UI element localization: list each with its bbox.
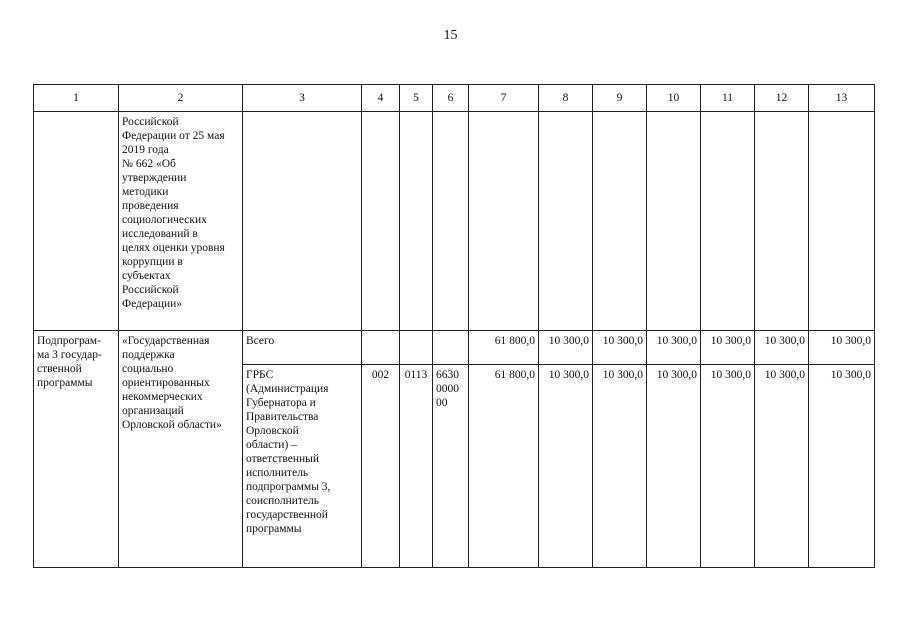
- header-row: [34, 85, 875, 112]
- table-cell: [362, 331, 400, 365]
- amount-cell: 61 800,0: [469, 365, 539, 568]
- amount-cell: 10 300,0: [647, 365, 701, 568]
- table-cell: [809, 112, 875, 331]
- header-cell: 9: [593, 85, 647, 112]
- table-cell: [243, 112, 362, 331]
- header-cell: 6: [433, 85, 469, 112]
- table-cell: [469, 112, 539, 331]
- header-cell: 11: [701, 85, 755, 112]
- legal-basis-cell: Российской Федерации от 25 мая 2019 года № 662 «Об утверждении методики проведения социологических исследований в целях оценки уровня коррупции в субъектах Российской Федерации»: [119, 112, 243, 331]
- table-cell: [433, 112, 469, 331]
- responsible-cell: ГРБС (Администрация Губернатора и Правительства Орловской области) – ответственный исполнитель подпрограммы 3, соисполнитель государственной программы: [243, 365, 362, 568]
- amount-cell: 10 300,0: [809, 365, 875, 568]
- table-cell: [433, 331, 469, 365]
- header-cell: 12: [755, 85, 809, 112]
- code-cell: 6630 0000 00: [433, 365, 469, 568]
- table-cell: [400, 331, 433, 365]
- amount-cell: 10 300,0: [593, 365, 647, 568]
- table-row-total: [34, 331, 875, 365]
- page-number: 15: [443, 28, 458, 43]
- amount-cell: 10 300,0: [809, 331, 875, 365]
- header-cell: 8: [539, 85, 593, 112]
- table-row-continuation: [34, 112, 875, 331]
- amount-cell: 10 300,0: [647, 331, 701, 365]
- table-cell: [755, 112, 809, 331]
- header-cell: 5: [400, 85, 433, 112]
- table-cell: [34, 112, 119, 331]
- amount-cell: 10 300,0: [755, 331, 809, 365]
- header-cell: 2: [119, 85, 243, 112]
- table-cell: [593, 112, 647, 331]
- amount-cell: 10 300,0: [755, 365, 809, 568]
- subprogram-name-cell: «Государственная поддержка социально ориентированных некоммерческих организаций Орловской области»: [119, 331, 243, 568]
- subprogram-cell: Подпрограм- ма 3 государ- ственной программы: [34, 331, 119, 568]
- amount-cell: 61 800,0: [469, 331, 539, 365]
- header-cell: 1: [34, 85, 119, 112]
- responsible-cell: Всего: [243, 331, 362, 365]
- amount-cell: 10 300,0: [593, 331, 647, 365]
- header-cell: 4: [362, 85, 400, 112]
- amount-cell: 10 300,0: [701, 331, 755, 365]
- amount-cell: 10 300,0: [539, 365, 593, 568]
- header-cell: 7: [469, 85, 539, 112]
- table-cell: [400, 112, 433, 331]
- header-cell: 10: [647, 85, 701, 112]
- table-cell: [362, 112, 400, 331]
- code-cell: 002: [362, 365, 400, 568]
- header-cell: 3: [243, 85, 362, 112]
- table-cell: [701, 112, 755, 331]
- header-cell: 13: [809, 85, 875, 112]
- table-cell: [539, 112, 593, 331]
- code-cell: 0113: [400, 365, 433, 568]
- table-cell: [647, 112, 701, 331]
- budget-table: [33, 84, 875, 568]
- amount-cell: 10 300,0: [701, 365, 755, 568]
- amount-cell: 10 300,0: [539, 331, 593, 365]
